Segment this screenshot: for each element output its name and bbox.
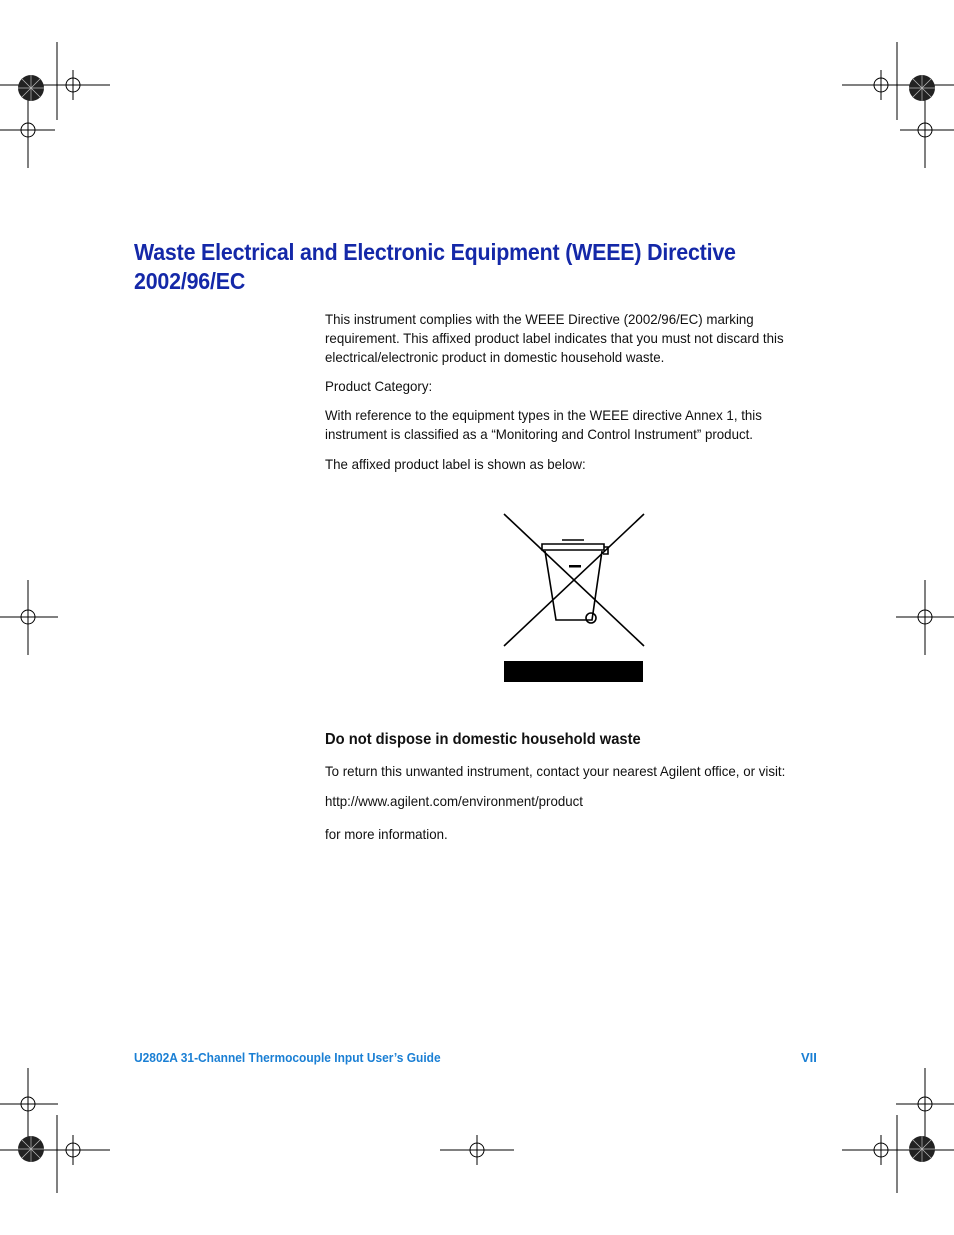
disposal-heading: Do not dispose in domestic household waste	[325, 731, 641, 748]
environment-url[interactable]: http://www.agilent.com/environment/product	[325, 793, 583, 809]
url-paragraph	[325, 792, 845, 811]
footer-page-number: VII	[801, 1050, 817, 1065]
more-info-paragraph	[325, 825, 845, 844]
classification-text: With reference to the equipment types in the WEEE directive Annex 1, this instrument is classified as a “Monitoring and Control Instrument” product.	[325, 407, 762, 442]
classification-paragraph	[325, 406, 845, 444]
label-intro-text: The affixed product label is shown as below:	[325, 456, 586, 472]
crossed-out-wheeled-bin-icon	[500, 510, 648, 650]
return-paragraph	[325, 762, 845, 781]
compliance-text: This instrument complies with the WEEE Directive (2002/96/EC) marking requirement. This affixed product label indicates that you must not discard this electrical/electronic product in domestic household waste.	[325, 311, 784, 365]
category-label: Product Category:	[325, 378, 433, 394]
category-paragraph	[325, 377, 845, 396]
return-text: To return this unwanted instrument, contact your nearest Agilent office, or visit:	[325, 763, 786, 779]
page-title: Waste Electrical and Electronic Equipment (WEEE) Directive 2002/96/EC	[134, 239, 736, 294]
compliance-paragraph	[325, 310, 845, 367]
label-intro-paragraph	[325, 455, 845, 474]
more-info-text: for more information.	[325, 826, 448, 842]
label-black-bar	[504, 661, 643, 682]
footer-guide-title: U2802A 31-Channel Thermocouple Input User’s Guide	[134, 1050, 441, 1065]
